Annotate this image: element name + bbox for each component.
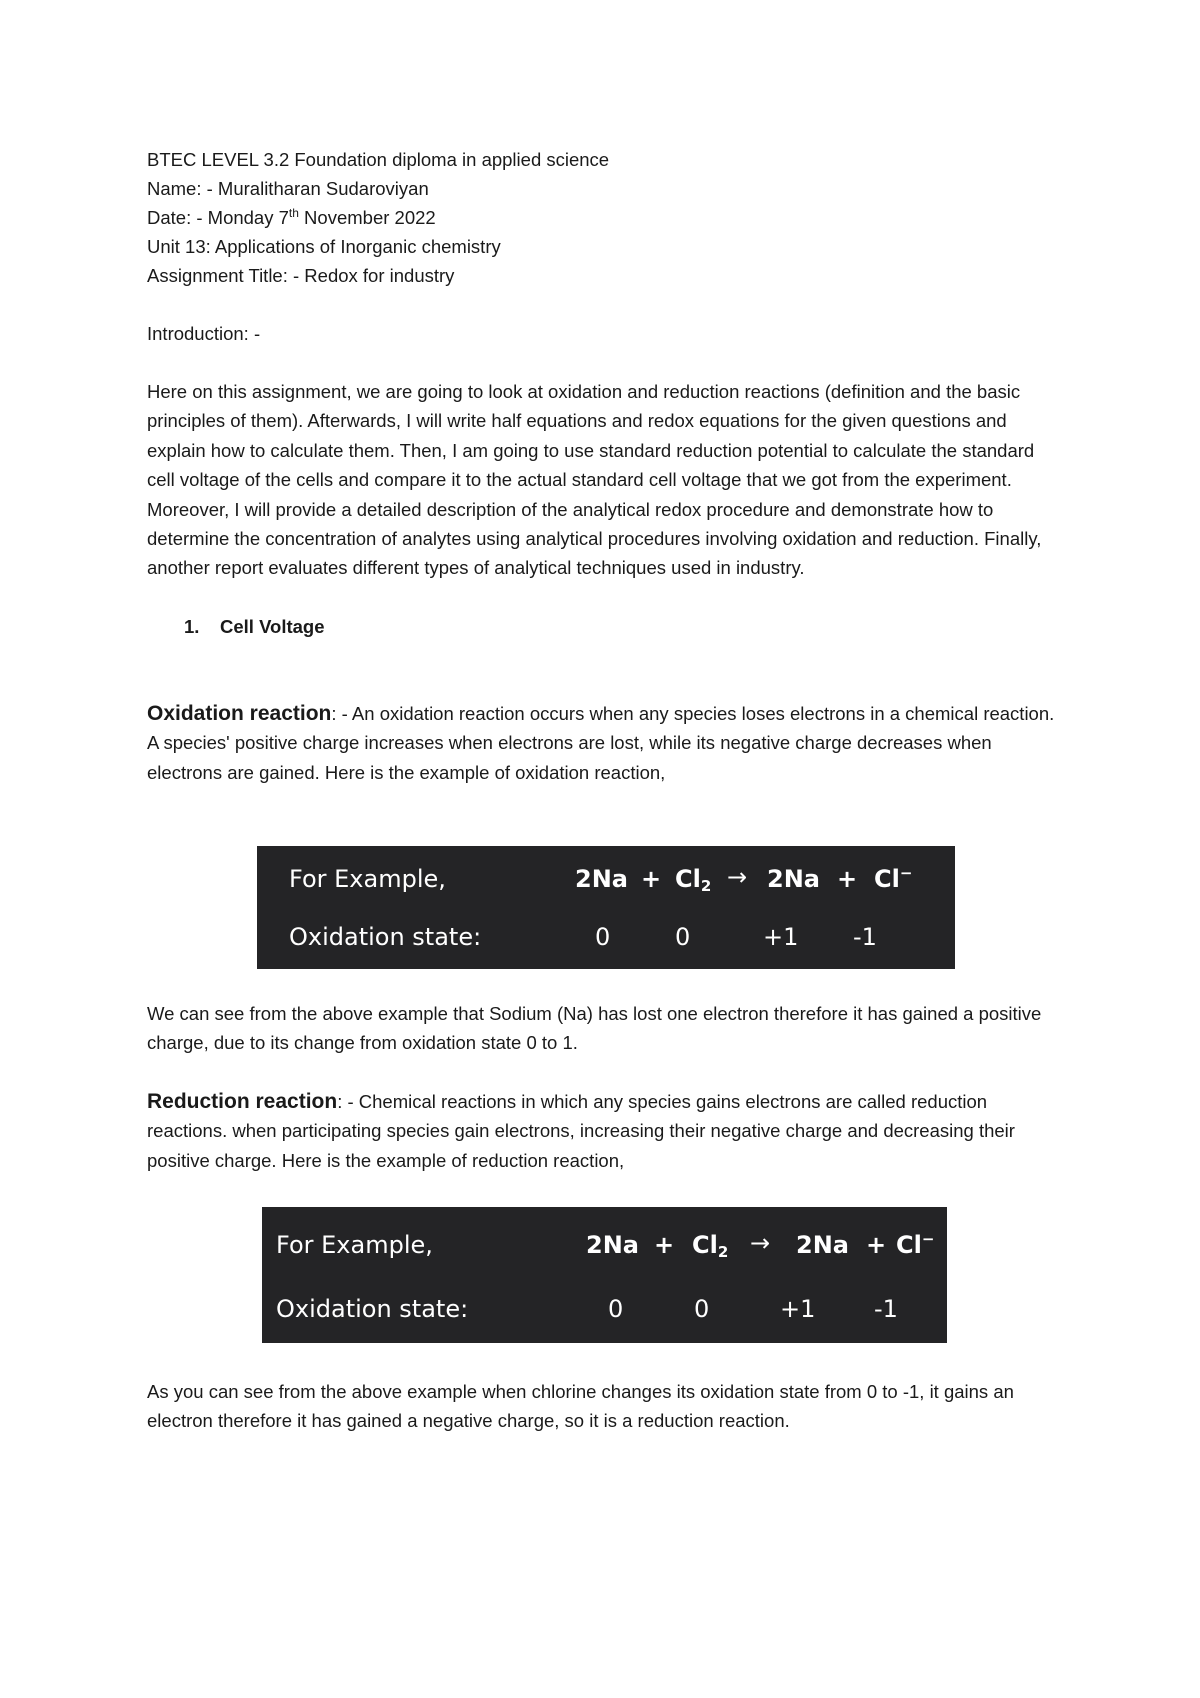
product-chloride: Cl− — [896, 1230, 935, 1259]
plus-sign: + — [866, 1231, 887, 1259]
plus-sign: + — [641, 865, 662, 893]
product-sodium: 2Na — [796, 1231, 849, 1259]
reduction-explanation-block — [147, 1377, 1067, 1436]
oxidation-example-box — [257, 846, 955, 969]
section-heading-cell-voltage — [184, 612, 1067, 641]
date-line — [147, 203, 1067, 232]
document-body — [147, 145, 1067, 787]
oxidation-explanation-block — [147, 999, 1067, 1175]
oxidation-term: Oxidation reaction — [147, 701, 332, 725]
plus-sign: + — [837, 865, 858, 893]
oxidation-definition — [147, 699, 1067, 787]
reduction-definition — [147, 1087, 1067, 1175]
reduction-term: Reduction reaction — [147, 1089, 338, 1113]
reduction-explanation: As you can see from the above example when chlorine changes its oxidation state from 0 to -1, it gains an electron therefore it has gained a negative charge, so it is a reduction reaction. — [147, 1381, 1014, 1432]
oxidation-state-label: Oxidation state: — [289, 923, 482, 951]
state-value: 0 — [608, 1295, 624, 1323]
student-name: Name: - Muralitharan Sudaroviyan — [147, 178, 429, 199]
plus-sign: + — [654, 1231, 675, 1259]
reduction-text: : - Chemical reactions in which any species gains electrons are called reduction reactions. when participating species gain electrons, increasing their negative charge and decreasing their positive charge. Here is the example of reduction reaction, — [147, 1090, 1015, 1171]
product-sodium: 2Na — [767, 865, 820, 893]
section-number: 1. — [184, 615, 200, 637]
product-chloride: Cl− — [874, 864, 913, 893]
oxidation-state-label: Oxidation state: — [276, 1295, 469, 1323]
reactant-chlorine: $Cl_2$ — [692, 1231, 729, 1261]
introduction-heading: Introduction: - — [147, 323, 261, 344]
state-value: 0 — [675, 923, 691, 951]
assignment-title: Assignment Title: - Redox for industry — [147, 265, 455, 286]
state-value: 0 — [694, 1295, 710, 1323]
date-suffix: November 2022 — [298, 207, 436, 228]
state-value: -1 — [853, 923, 877, 951]
example-label: For Example, — [276, 1231, 433, 1259]
course-title: BTEC LEVEL 3.2 Foundation diploma in applied science — [147, 149, 610, 170]
introduction-body: Here on this assignment, we are going to look at oxidation and reduction reactions (definition and the basic principles of them). Afterwards, I will write half equations and redox equations for the given questions and explain how to calculate them. Then, I am going to use standard reduction potential to calculate the standard cell voltage of the cells and compare it to the actual standard cell voltage that we got from the experiment. Moreover, I will provide a detailed description of the analytical redox procedure and demonstrate how to determine the concentration of analytes using analytical procedures involving oxidation and reduction. Finally, another report evaluates different types of analytical techniques used in industry. — [147, 381, 1042, 579]
unit-line: Unit 13: Applications of Inorganic chemistry — [147, 236, 501, 257]
reactant-sodium: 2Na — [586, 1231, 639, 1259]
example-label: For Example, — [289, 865, 446, 893]
state-value: -1 — [874, 1295, 898, 1323]
arrow-icon: → — [727, 863, 748, 891]
reactant-chlorine: $Cl_2$ — [675, 865, 712, 895]
arrow-icon: → — [750, 1229, 771, 1257]
state-value: 0 — [595, 923, 611, 951]
state-value: +1 — [780, 1295, 816, 1323]
reactant-sodium: 2Na — [575, 865, 628, 893]
oxidation-explanation: We can see from the above example that Sodium (Na) has lost one electron therefore it has gained a positive charge, due to its change from oxidation state 0 to 1. — [147, 1003, 1042, 1054]
reduction-example-box — [262, 1207, 947, 1343]
date-prefix: Date: - Monday 7 — [147, 207, 289, 228]
date-ordinal: th — [288, 206, 299, 220]
oxidation-text: : - An oxidation reaction occurs when any species loses electrons in a chemical reaction. A species' positive charge increases when electrons are lost, while its negative charge decreases when electrons are gained. Here is the example of oxidation reaction, — [147, 702, 1055, 783]
state-value: +1 — [763, 923, 799, 951]
section-title: Cell Voltage — [220, 615, 325, 637]
